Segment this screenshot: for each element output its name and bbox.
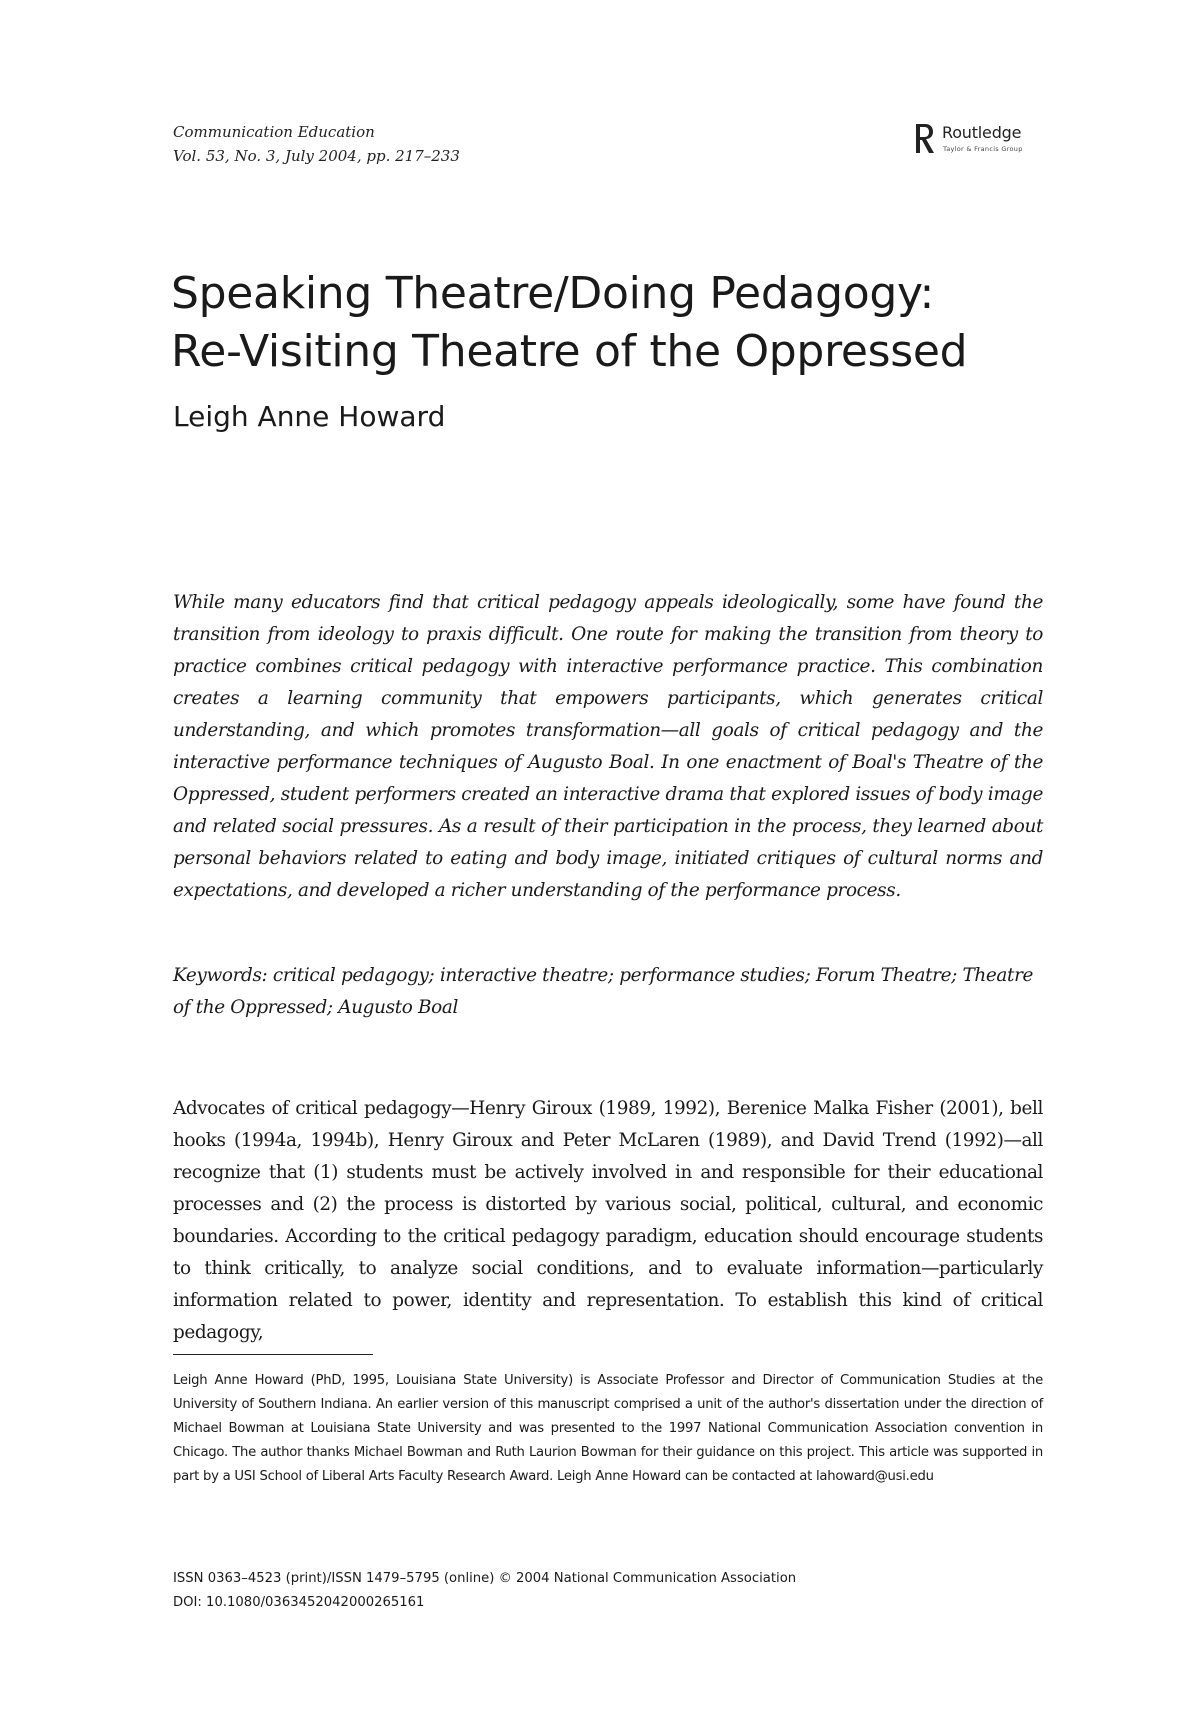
author-note: Leigh Anne Howard (PhD, 1995, Louisiana State University) is Associate Professor and Director of Communication Studies at the University of Southern Indiana. An earlier version of this manuscript comprised a unit of the author's dissertation under the direction of Michael Bowman at Louisiana State University and was presented to the 1997 National Communication Association convention in Chicago. The author thanks Michael Bowman and Ruth Laurion Bowman for their guidance on this project. This article was supported in part by a USI School of Liberal Arts Faculty Research Award. Leigh Anne Howard can be contacted at lahoward@usi.edu — [173, 1373, 1043, 1484]
routledge-r-logo-icon — [912, 122, 938, 156]
keywords: Keywords: critical pedagogy; interactive theatre; performance studies; Forum Theatre; Theatre of the Oppressed; Augusto Boal — [173, 965, 1034, 1018]
publisher-logo — [912, 120, 1042, 160]
journal-volume: Vol. 53, No. 3, July 2004, pp. 217–233 — [173, 147, 460, 165]
body-paragraph: Advocates of critical pedagogy—Henry Giroux (1989, 1992), Berenice Malka Fisher (2001), bell hooks (1994a, 1994b), Henry Giroux and Peter McLaren (1989), and David Trend (1992)—all recognize that (1) students must be actively involved in and responsible for their educational processes and (2) the process is distorted by various social, political, cultural, and economic boundaries. According to the critical pedagogy paradigm, education should encourage students to think critically, to analyze social conditions, and to evaluate information—particularly information related to power, identity and representation. To establish this kind of critical pedagogy, — [173, 1098, 1043, 1343]
article-title — [171, 265, 1071, 381]
publisher-name: Routledge — [942, 123, 1022, 142]
doi-line: DOI: 10.1080/0363452042000265161 — [173, 1595, 425, 1610]
publisher-group: Taylor & Francis Group — [943, 145, 1023, 153]
title-line-2: Re-Visiting Theatre of the Oppressed — [171, 326, 968, 377]
publication-info — [173, 1567, 796, 1615]
abstract: While many educators find that critical pedagogy appeals ideologically, some have found the transition from ideology to praxis difficult. One route for making the transition from theory to practice combines critical pedagogy with interactive performance practice. This combination creates a learning community that empowers participants, which generates critical understanding, and which promotes transformation—all goals of critical pedagogy and the interactive performance techniques of Augusto Boal. In one enactment of Boal's Theatre of the Oppressed, student performers created an interactive drama that explored issues of body image and related social pressures. As a result of their participation in the process, they learned about personal behaviors related to eating and body image, initiated critiques of cultural norms and expectations, and developed a richer understanding of the performance process. — [173, 592, 1043, 901]
article-author: Leigh Anne Howard — [173, 400, 446, 433]
journal-name: Communication Education — [173, 123, 375, 141]
title-line-1: Speaking Theatre/Doing Pedagogy: — [171, 268, 935, 319]
footnote-divider — [173, 1354, 373, 1355]
journal-citation — [173, 120, 460, 168]
issn-line: ISSN 0363–4523 (print)/ISSN 1479–5795 (online) © 2004 National Communication Association — [173, 1571, 797, 1586]
